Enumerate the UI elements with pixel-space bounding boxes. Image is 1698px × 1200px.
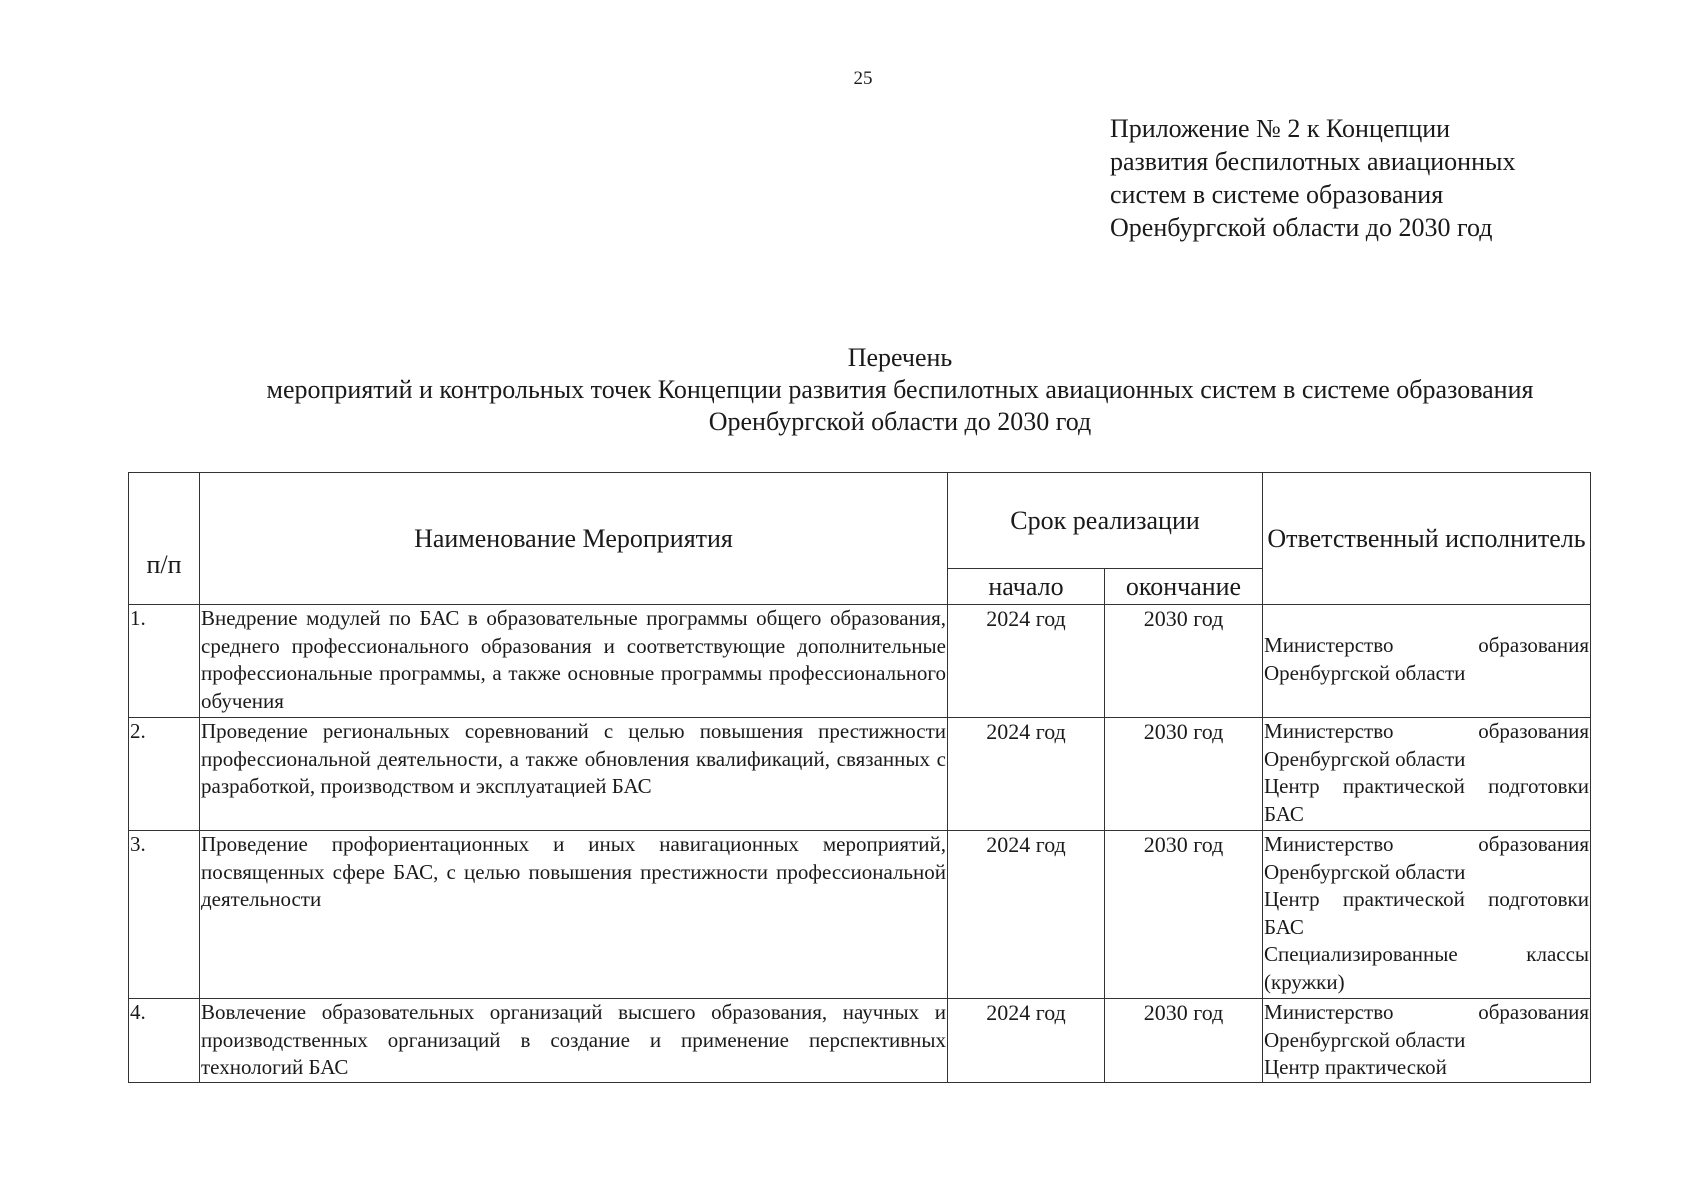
- header-start: начало: [948, 569, 1105, 605]
- event-name: Внедрение модулей по БАС в образовательные программы общего образования, среднего профессионального образования и соответствующие дополнительные профессиональные программы, а также основные программы профессионального обучения: [200, 605, 948, 718]
- appendix-line: развития беспилотных авиационных: [1110, 147, 1516, 176]
- start-date: 2024 год: [948, 718, 1105, 831]
- responsible: [1263, 999, 1591, 1083]
- appendix-line: Приложение № 2 к Концепции: [1110, 114, 1451, 143]
- page-number: 25: [853, 68, 873, 89]
- start-date: 2024 год: [948, 605, 1105, 718]
- responsible-line: Специализированные классы (кружки): [1264, 942, 1590, 994]
- header-num: п/п: [129, 473, 200, 605]
- appendix-note: [1110, 112, 1630, 244]
- responsible: [1263, 718, 1591, 831]
- responsible-line: Центр практической подготовки БАС: [1264, 774, 1590, 826]
- appendix-line: Оренбургской области до 2030 год: [1110, 213, 1493, 242]
- event-name: Вовлечение образовательных организаций высшего образования, научных и производственных организаций в создание и применение перспективных технологий БАС: [200, 999, 948, 1083]
- start-date: 2024 год: [948, 831, 1105, 999]
- event-name: Проведение региональных соревнований с целью повышения престижности профессиональной деятельности, а также обновления квалификаций, связанных с разработкой, производством и эксплуатацией БАС: [200, 718, 948, 831]
- end-date: 2030 год: [1105, 718, 1263, 831]
- event-name: Проведение профориентационных и иных навигационных мероприятий, посвященных сфере БАС, с целью повышения престижности профессиональной деятельности: [200, 831, 948, 999]
- header-name: Наименование Мероприятия: [200, 473, 948, 605]
- header-term: Срок реализации: [948, 473, 1263, 569]
- row-number: 1.: [129, 605, 200, 718]
- appendix-line: систем в системе образования: [1110, 180, 1444, 209]
- table-row: [129, 831, 1591, 999]
- end-date: 2030 год: [1105, 831, 1263, 999]
- end-date: 2030 год: [1105, 999, 1263, 1083]
- responsible-line: Министерство образования Оренбургской области: [1264, 1000, 1590, 1052]
- responsible-line: Центр практической: [1264, 1055, 1447, 1079]
- events-table: [128, 472, 1591, 1083]
- title-line: Оренбургской области до 2030 год: [708, 407, 1092, 436]
- header-end: окончание: [1105, 569, 1263, 605]
- responsible-line: Министерство образования Оренбургской области: [1264, 832, 1590, 884]
- document-title: [200, 342, 1600, 438]
- row-number: 4.: [129, 999, 200, 1083]
- header-responsible: Ответственный исполнитель: [1263, 473, 1591, 605]
- table-row: [129, 718, 1591, 831]
- row-number: 3.: [129, 831, 200, 999]
- responsible-line: Министерство образования Оренбургской области: [1264, 719, 1590, 771]
- table-row: [129, 605, 1591, 718]
- table-row: [129, 999, 1591, 1083]
- start-date: 2024 год: [948, 999, 1105, 1083]
- title-line: мероприятий и контрольных точек Концепции развития беспилотных авиационных систем в системе образования: [266, 375, 1534, 404]
- row-number: 2.: [129, 718, 200, 831]
- responsible-line: Центр практической подготовки БАС: [1264, 887, 1590, 939]
- responsible: [1263, 831, 1591, 999]
- responsible-line: Министерство образования Оренбургской области: [1264, 633, 1590, 685]
- end-date: 2030 год: [1105, 605, 1263, 718]
- title-line: Перечень: [847, 343, 953, 372]
- responsible: [1263, 605, 1591, 718]
